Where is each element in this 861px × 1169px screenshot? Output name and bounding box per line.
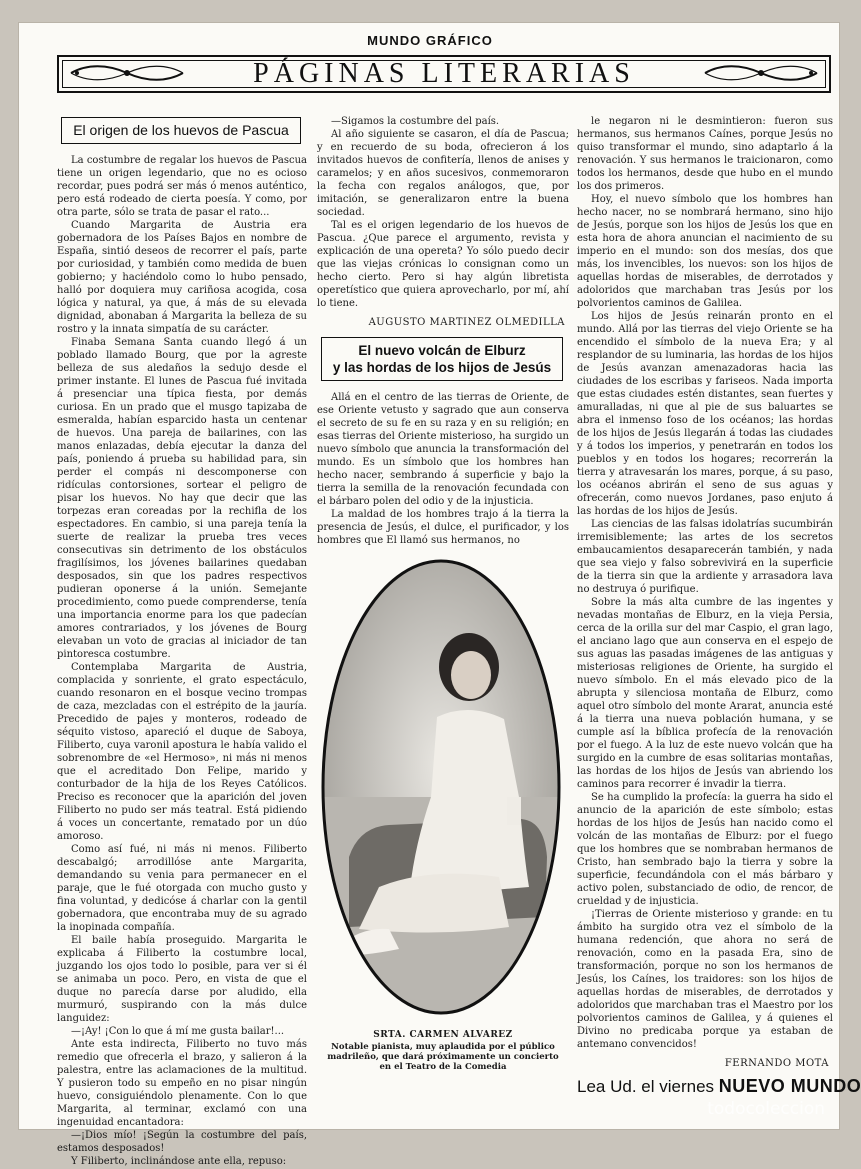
portrait [317,557,569,1027]
paragraph: Sobre la más alta cumbre de las ingentes y nevadas montañas de Elburz, en la vieja Persia, cerca de la orilla sur del mar Caspio, el gran lago, el anciano lago que aun conserva en el espejo de sus aguas las pasadas imágenes de las antiguas y misteriosas religiones de Oriente, ha surgido el nuevo símbolo. En el más elevado pico de la abrupta y silenciosa montaña de Elburz, como aquel otro símbolo del monte Ararat, anuncia esté á la tierra una nueva población humana, y se cumple así la bíblica profecía de la renovación por el fuego. A la luz de este nuevo volcán que ha surgido en la cumbre de esas solitarias montañas, las hordas de los hijos de Jesús van abriendo los caminos para recorrer é invadir la tierra. [577,597,833,790]
article1-continuation [317,115,569,310]
portrait-caption: Notable pianista, muy aplaudida por el público madrileño, que dará próximamente un concierto en el Teatro de la Comedia [327,1042,559,1072]
advertisement [577,1076,861,1096]
section-banner [57,55,831,93]
right-ornament-icon [701,62,821,84]
paragraph: Las ciencias de las falsas idolatrías sucumbirán irremisiblemente; las artes de los secretos embaucamientos desaparecerán también, y nada que sea viejo y falso sobrevivirá en la superficie de la tierra sin que la ardiente y arrasadora lava no destruya ó purifique. [577,519,833,595]
article1-title: El origen de los huevos de Pascua [61,117,301,144]
paragraph: le negaron ni le desmintieron: fueron sus hermanos, sus hermanos Caínes, porque Jesús no quiso transformar el mundo, sino adaptarlo á la renovación. Y sus hermanos le traicionaron, como todos los hermanos, desde que hubo en el mundo los dos primeros. [577,116,833,192]
paragraph: Finaba Semana Santa cuando llegó á un poblado llamado Bourg, que por la agreste belleza de sus aledaños la sedujo desde el primer instante. El lunes de Pascua fué invitada á presenciar una típica fiesta, por demás curiosa. En un prado que el musgo tapizaba de esmeralda, habían esparcido hasta un centenar de huevos. Una pareja de bailarines, con las manos enlazadas, debía ejecutar la danza del país, poniendo á prueba su habilidad para, sin perder el compás ni descomponerse con ridículas contorsiones, sortear el peligro de pisar los huevos. No hay que decir que las torpezas eran coreadas por la rechifla de los espectadores. En cambio, si una pareja tenía la suerte de realizar la prueba tres veces consecutivas sin detrimento de los obstáculos fragilísimos, los jóvenes bailarines quedaban desposados, sin que los padres respectivos pudieran oponerse á la unión. Semejante procedimiento, como puede comprenderse, tenía una importancia enorme para los que padecían amores contrariados, y los jóvenes de Bourg elevaban un voto de gracias al iniciador de tan pintoresca costumbre. [57,337,307,660]
paragraph: —¡Ay! ¡Con lo que á mí me gusta bailar!... [71,1026,285,1037]
column-3 [577,115,861,1120]
paragraph: Allá en el centro de las tierras de Oriente, de ese Oriente vetusto y sagrado que aun conserva el secreto de su fe en su raza y en su religión; en esas tierras del Oriente misterioso, ha surgido un nuevo símbolo que anuncia la transformación del mundo. Es un símbolo que los hombres han hecho nacer, sembrando á superficie y bajo la tierra la semilla de la renovación fecundada con el bárbaro polen del odio y de la injusticia. [317,392,569,507]
watermark: todocoleccion [707,1099,825,1119]
section-title: PÁGINAS LITERARIAS [253,58,635,89]
paragraph: Se ha cumplido la profecía: la guerra ha sido el anuncio de la aparición de este símbolo; estas hordas de los hijos de Jesús han nacido como el volcán de las montañas de Elburz: por el fuego que los hombres que se nombraban hermanos de Cristo, han sembrado bajo la tierra y sobre la superficie, fecundándola con el más bárbaro y activo polen, substanciado de odio, de rencor, de crueldad y de injusticia. [577,792,833,907]
paragraph: ¡Tierras de Oriente misterioso y grande: en tu ámbito ha surgido otra vez el símbolo de la humana redención, que ahora no será de renovación, como en la pasada Era, sino de transformación, porque no son los hermanos de Jesús, los Caínes, los traidores: son los hijos de aquellas hordas de miserables, de derrotados y adoloridos que marchaban tras el Maestro por los polvorientos caminos de Galilea, y á quienes el Divino no predicaba porque ya estaban de antemano convencidos! [577,909,833,1050]
article2-title-line2: y las hordas de los hijos de Jesús [332,360,552,375]
portrait-photo [319,557,563,1017]
paragraph: Cuando Margarita de Austria era gobernadora de los Países Bajos en nombre de España, sintió deseos de recorrer el país, parte por curiosidad, y también como medida de buen gobierno; y haciéndolo como lo hubo pensado, halló por doquiera muy cariñosa acogida, cosa lógica y natural, ya que, á más de su elevada dignidad, abonaban á Margarita la belleza de su rostro y la innata simpatía de su carácter. [57,220,307,335]
paragraph: Y Filiberto, inclinándose ante ella, repuso: [71,1156,287,1167]
paragraph: Ante esta indirecta, Filiberto no tuvo más remedio que ofrecerla el brazo, y salieron á la palestra, entre las aclamaciones de la multitud. Y pusieron todo su empeño en no pisar ningún huevo, consiguiéndolo plenamente. Con lo que Margarita, al terminar, exclamó con una ingenuidad encantadora: [57,1039,307,1128]
paragraph: Los hijos de Jesús reinarán pronto en el mundo. Allá por las tierras del viejo Oriente se ha encendido el símbolo de la nueva Era; y al resplandor de su luminaria, las hordas de los hijos de Jesús avanzan amenazadoras hacia las ciudades de los escribas y fariseos. Nada importa que estas ciudades estén distantes, sean fuertes y amuralladas, ni que al pie de sus baluartes se abra el inmenso foso de los océanos; las hordas de los hijos de Jesús llegarán á todas las ciudades y á todos los imperios, y penetrarán en todos los pueblos y en todos los hogares; recorrerán la tierra y atravesarán los mares, porque, á su paso, los océanos abrirán el seno de sus aguas y ofrecerán, como nuevos Jordanes, paso enjuto á las hordas de los hijos de Jesús. [577,311,833,517]
article2-body [317,391,569,547]
article1-body [57,154,307,1168]
column-2 [317,115,569,1120]
paragraph: —¡Dios mío! ¡Según la costumbre del país, estamos desposados! [57,1130,307,1154]
article2-title [321,337,563,381]
article2-author: FERNANDO MOTA [724,1058,829,1069]
ad-brand: NUEVO MUNDO [718,1076,861,1096]
paragraph: Tal es el origen legendario de los huevos de Pascua. ¿Que parece el argumento, revista y explicación de una opereta? Yo sólo puedo decir que las viejas crónicas lo consignan como un hecho cierto. Pero si hay algún libretista operetístico que quiera aprovecharlo, por mí, ahí lo tiene. [317,220,569,309]
article2-continuation [577,115,833,1051]
paragraph: Al año siguiente se casaron, el día de Pascua; y en recuerdo de su boda, ofrecieron á los invitados huevos de confitería, llenos de anises y caramelos; y en años sucesivos, conmemoraron la fecha con regalos análogos, que, por imitación, se generalizaron entre la buena sociedad. [317,129,569,218]
paragraph: Contemplaba Margarita de Austria, complacida y sonriente, el grato espectáculo, cuando resonaron en el bosque vecino trompas de caza, mezcladas con el estrépito de la jauría. Precedido de pajes y monteros, rodeado de séquito vistoso, apareció el duque de Saboya, Filiberto, cuya varonil apostura le había valido el sobrenombre de «el Hermoso», ni más ni menos que el acreditado Don Felipe, marido y conturbador de la hija de los Reyes Católicos. Preciso es reconocer que la aparición del joven Filiberto no pudo ser más teatral. Está pidiendo á voces un concertante, rematado por un dúo amoroso. [57,662,307,842]
paragraph: La maldad de los hombres trajo á la tierra la presencia de Jesús, el dulce, el purificador, y los hombres que El llamó sus hermanos, no [317,509,569,546]
paragraph: La costumbre de regalar los huevos de Pascua tiene un origen legendario, que no es ocioso recordar, pues podrá ser más ó menos auténtico, pero está rodeado de cierta poesía. Y como, por otra parte, sólo se trata de pasar el rato... [57,155,307,218]
paragraph: —Sigamos la costumbre del país. [331,116,500,127]
portrait-name: SRTA. CARMEN ALVAREZ [373,1030,513,1040]
paragraph: El baile había proseguido. Margarita le explicaba á Filiberto la costumbre local, juzgando los ojos todo lo posible, para ver si él se animaba un poco. Pero, en vista de que el duque no parecía darse por aludido, ella murmuró, suspirando con la más dulce languidez: [57,935,307,1024]
article1-author: AUGUSTO MARTINEZ OLMEDILLA [368,317,565,328]
paragraph: Hoy, el nuevo símbolo que los hombres han hecho nacer, no se nombrará hermano, sino hijo de Jesús, porque son los hijos de Jesús los que en esta hora de ahora anuncian el nacimiento de su imperio en el mundo: son dos mesías, dos que más, los invencibles, los nuevos: son los hijos de aquellas hordas de miserables, de derrotados y adoloridos que marchaban tras Jesús por los polvorientos caminos de Galilea. [577,194,833,309]
masthead: MUNDO GRÁFICO [367,33,493,48]
ad-prefix: Lea Ud. el viernes [577,1077,715,1096]
column-1 [57,115,307,1167]
paragraph: Como así fué, ni más ni menos. Filiberto descabalgó; arrodillóse ante Margarita, demandando su venia para permanecer en el paraje, que le fué otorgada con mucho gusto y fina voluntad, y dedicóse á charlar con la gentil gobernadora, que encontraba muy de su agrado la inopinada compañía. [57,844,307,933]
newspaper-page [18,22,861,1167]
article2-title-line1: El nuevo volcán de Elburz [358,343,526,358]
